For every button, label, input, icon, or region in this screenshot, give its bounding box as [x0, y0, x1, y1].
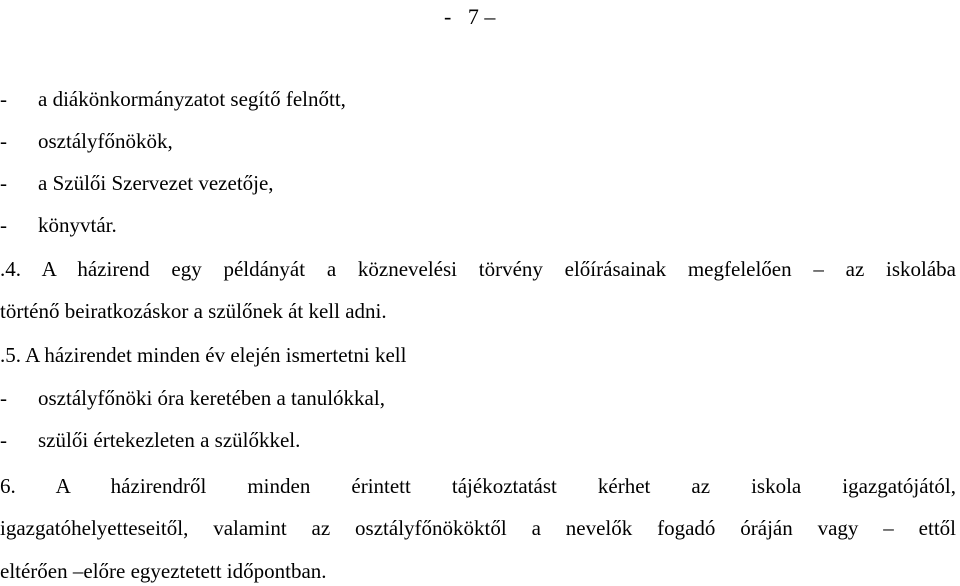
bullet-dash: -	[0, 171, 7, 195]
bullet-dash: -	[0, 386, 7, 410]
bullet-dash: -	[0, 129, 7, 153]
bullet-text: szülői értekezleten a szülőkkel.	[38, 428, 301, 452]
bullet-text: osztályfőnöki óra keretében a tanulókkal,	[38, 386, 385, 410]
bullet-text: a Szülői Szervezet vezetője,	[38, 171, 274, 195]
bullet-dash: -	[0, 87, 7, 111]
bullet-dash: -	[0, 213, 7, 237]
section-6-line-3: eltérően –előre egyeztetett időpontban.	[0, 559, 327, 583]
bullet-text: könyvtár.	[38, 213, 117, 237]
bullet-text: osztályfőnökök,	[38, 129, 173, 153]
section-6-line-1: 6. A házirendről minden érintett tájékoztatást kérhet az iskola igazgatójától,	[0, 474, 956, 498]
section-5-heading: .5. A házirendet minden év elején ismertetni kell	[0, 343, 407, 367]
bullet-dash: -	[0, 428, 7, 452]
section-4-line-2: történő beiratkozáskor a szülőnek át kell adni.	[0, 299, 387, 323]
section-4-line-1: .4. A házirend egy példányát a köznevelési törvény előírásainak megfelelően – az iskolába	[0, 257, 956, 281]
page-number: - 7 –	[444, 4, 496, 29]
bullet-text: a diákönkormányzatot segítő felnőtt,	[38, 87, 346, 111]
section-6-line-2: igazgatóhelyetteseitől, valamint az osztályfőnököktől a nevelők fogadó óráján vagy – ettől	[0, 516, 956, 540]
